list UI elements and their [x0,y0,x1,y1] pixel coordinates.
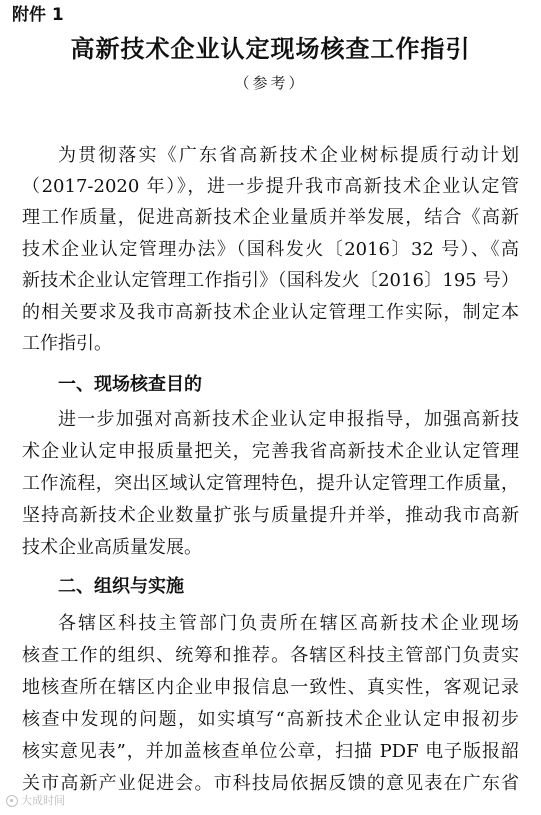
section-1-line-4: 坚持高新技术企业数量扩张与质量提升并举，推动我市高新 [22,505,519,526]
intro-line-1: 为贯彻落实《广东省高新技术企业树标提质行动计划 [58,145,519,166]
intro-line-7: 工作指引。 [22,333,112,354]
intro-line-4: 技术企业认定管理办法》（国科发火〔2016〕32 号）、《高 [22,239,519,260]
intro-line-2: （2017-2020 年）》，进一步提升我市高新技术企业认定管 [22,176,519,197]
watermark-logo-icon [6,795,18,807]
watermark [6,794,65,808]
section-1-line-3: 工作流程，突出区域认定管理特色，提升认定管理工作质量， [22,473,519,494]
section-1-line-1: 进一步加强对高新技术企业认定申报指导，加强高新技 [58,409,519,430]
section-2-line-5: 核实意见表”，并加盖核查单位公章，扫描 PDF 电子版报韶 [22,741,519,762]
intro-line-3: 理工作质量，促进高新技术企业量质并举发展，结合《高新 [22,207,519,228]
section-2-line-3: 地核查所在辖区内企业申报信息一致性、真实性，客观记录 [22,677,519,698]
document-subtitle: （参考） [234,74,307,92]
section-2-line-2: 核查工作的组织、统筹和推荐。各辖区科技主管部门负责实 [22,645,519,666]
section-2-line-1: 各辖区科技主管部门负责所在辖区高新技术企业现场 [58,613,519,634]
section-1-line-5: 技术企业高质量发展。 [22,537,202,558]
attachment-label: 附件 1 [12,5,64,25]
section-1-line-2: 术企业认定申报质量把关，完善我省高新技术企业认定管理 [22,441,519,462]
intro-line-5: 新技术企业认定管理工作指引》（国科发火〔2016〕195 号） [22,270,519,291]
section-2-line-4: 核查中发现的问题，如实填写“高新技术企业认定申报初步 [22,709,519,730]
intro-line-6: 的相关要求及我市高新技术企业认定管理工作实际，制定本 [22,302,519,323]
watermark-text: 大成时间 [21,794,65,807]
section-2-line-6: 关市高新产业促进会。市科技局依据反馈的意见表在广东省 [22,773,519,794]
section-2-heading: 二、组织与实施 [58,576,184,597]
document-title: 高新技术企业认定现场核查工作指引 [70,35,471,63]
section-1-heading: 一、现场核查目的 [58,374,202,395]
